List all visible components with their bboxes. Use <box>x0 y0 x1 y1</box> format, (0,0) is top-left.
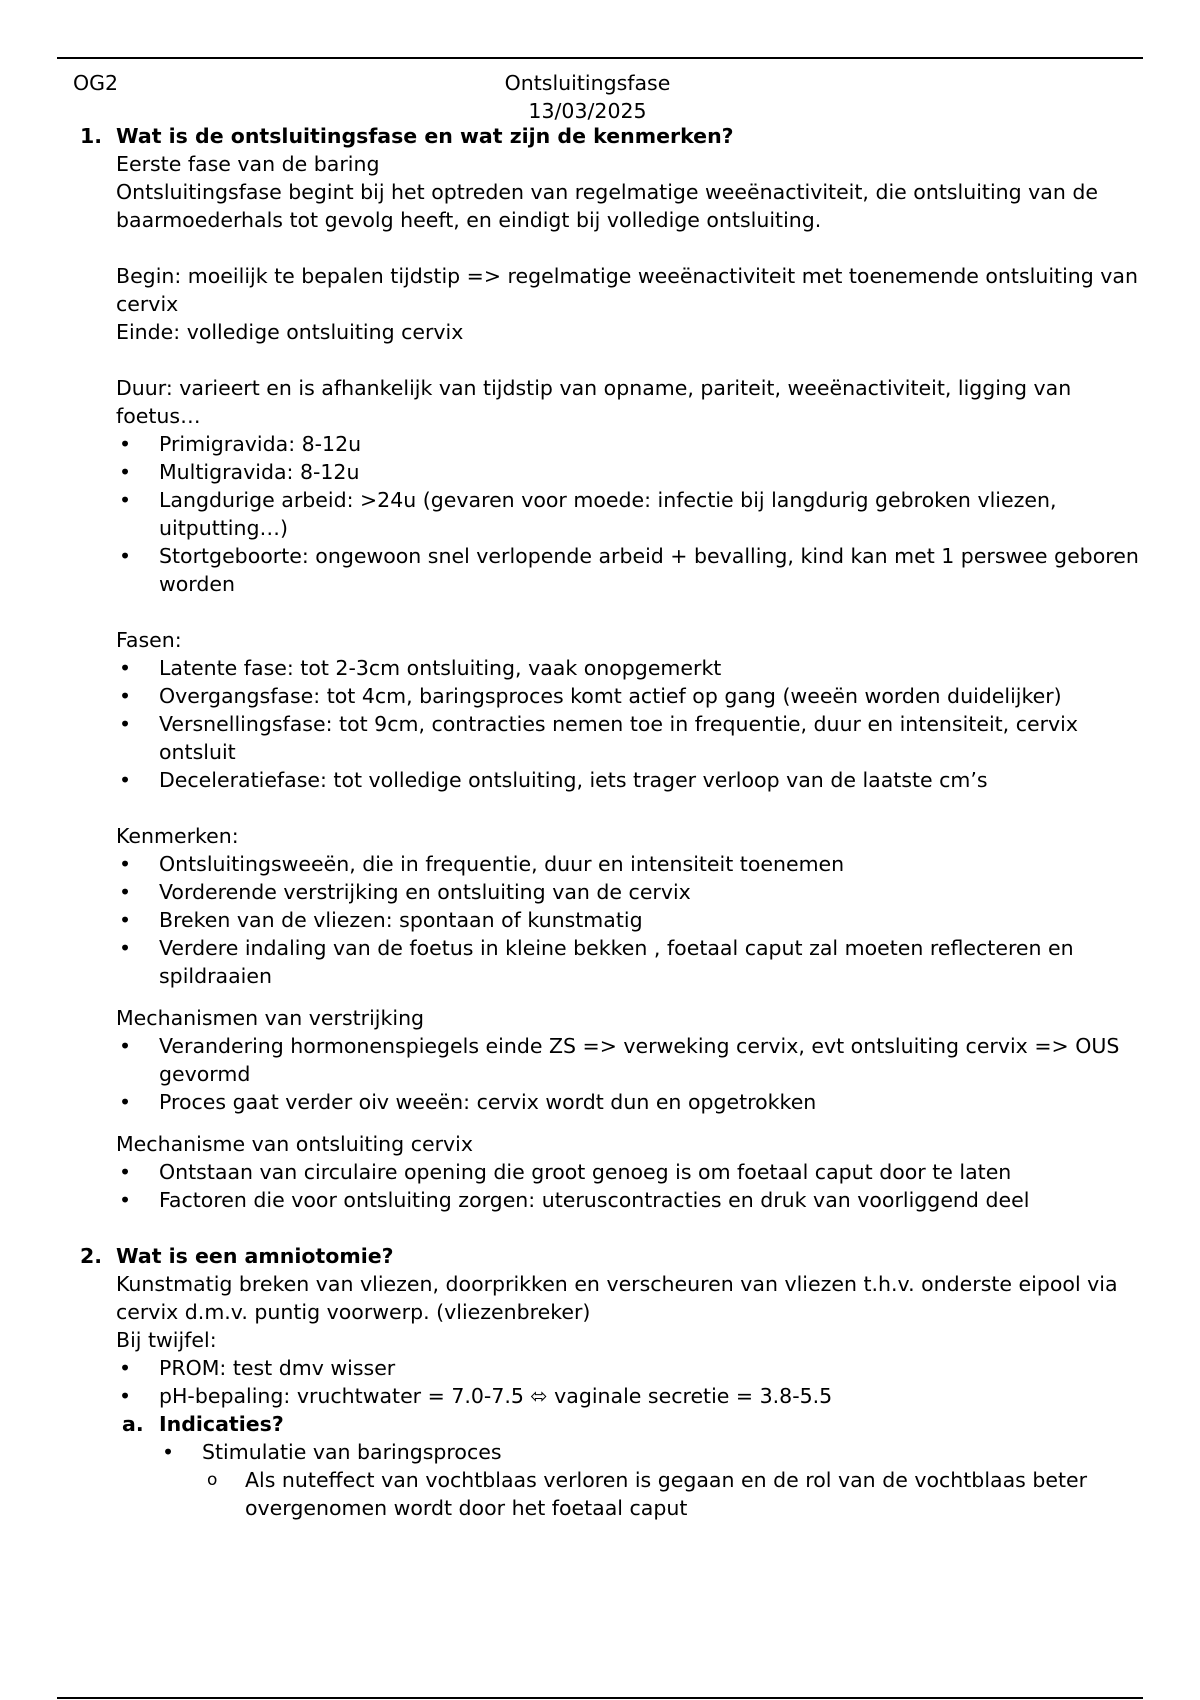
list-item: • Versnellingsfase: tot 9cm, contracties nemen toe in frequentie, duur en intensiteit, cervix ontsluit <box>116 710 1145 766</box>
paragraph: Eerste fase van de baring <box>116 152 380 176</box>
question-2 <box>80 1242 1145 1270</box>
phases-list <box>116 654 1145 794</box>
subquestion-title: Indicaties? <box>159 1412 284 1436</box>
list-item: • Deceleratiefase: tot volledige ontsluiting, iets trager verloop van de laatste cm’s <box>116 766 1145 794</box>
section-label: Mechanisme van ontsluiting cervix <box>116 1132 473 1156</box>
characteristics-list <box>116 850 1145 990</box>
question-text: Wat is een amniotomie? <box>116 1244 394 1268</box>
list-item: • Stortgeboorte: ongewoon snel verlopende arbeid + bevalling, kind kan met 1 perswee geboren worden <box>116 542 1145 598</box>
answer-1 <box>116 150 1145 1214</box>
list-item: • Breken van de vliezen: spontaan of kunstmatig <box>116 906 1145 934</box>
list-item: • Multigravida: 8-12u <box>116 458 1145 486</box>
course-code: OG2 <box>73 71 119 95</box>
doubt-list <box>116 1354 1145 1410</box>
paragraph: Duur: varieert en is afhankelijk van tijdstip van opname, pariteit, weeënactiviteit, ligging van foetus… <box>116 376 1072 428</box>
paragraph: Einde: volledige ontsluiting cervix <box>116 320 464 344</box>
effacement-list <box>116 1032 1145 1116</box>
document-header <box>0 69 1175 125</box>
list-item: • Vorderende verstrijking en ontsluiting van de cervix <box>116 878 1145 906</box>
question-number: 2. <box>80 1244 103 1268</box>
paragraph: Ontsluitingsfase begint bij het optreden van regelmatige weeënactiviteit, die ontsluiting van de baarmoederhals tot gevolg heeft, en eindigt bij volledige ontsluiting. <box>116 180 1098 232</box>
list-item: • Verandering hormonenspiegels einde ZS => verweking cervix, evt ontsluiting cervix => OUS gevormd <box>116 1032 1145 1088</box>
list-item: • Primigravida: 8-12u <box>116 430 1145 458</box>
paragraph: Kunstmatig breken van vliezen, doorprikken en verscheuren van vliezen t.h.v. onderste eipool via cervix d.m.v. puntig voorwerp. (vliezenbreker) <box>116 1272 1118 1324</box>
list-item: • Factoren die voor ontsluiting zorgen: uteruscontracties en druk van voorliggend deel <box>116 1186 1145 1214</box>
list-item: • Ontsluitingsweeën, die in frequentie, duur en intensiteit toenemen <box>116 850 1145 878</box>
list-item: • Stimulatie van baringsproces <box>159 1438 1145 1466</box>
question-text: Wat is de ontsluitingsfase en wat zijn de kenmerken? <box>116 124 734 148</box>
list-item: • pH-bepaling: vruchtwater = 7.0-7.5 ⬄ vaginale secretie = 3.8-5.5 <box>116 1382 1145 1410</box>
header-rule <box>57 57 1143 59</box>
document-title: Ontsluitingsfase <box>504 71 671 95</box>
answer-2 <box>116 1270 1145 1410</box>
list-item: • Proces gaat verder oiv weeën: cervix wordt dun en opgetrokken <box>116 1088 1145 1116</box>
document-date: 13/03/2025 <box>528 99 647 123</box>
list-item: • Langdurige arbeid: >24u (gevaren voor moede: infectie bij langdurig gebroken vliezen, uitputting…) <box>116 486 1145 542</box>
subquestion-a <box>122 1410 1145 1438</box>
subquestion-letter: a. <box>122 1412 144 1436</box>
list-item: • Ontstaan van circulaire opening die groot genoeg is om foetaal caput door te laten <box>116 1158 1145 1186</box>
paragraph: Begin: moeilijk te bepalen tijdstip => regelmatige weeënactiviteit met toenemende ontsluiting van cervix <box>116 264 1138 316</box>
section-label: Kenmerken: <box>116 824 239 848</box>
question-1 <box>80 122 1145 150</box>
indications-sublist <box>80 1466 1145 1522</box>
list-item: o Als nuteffect van vochtblaas verloren is gegaan en de rol van de vochtblaas beter overgenomen wordt door het foetaal caput <box>202 1466 1145 1522</box>
footer-rule <box>57 1697 1143 1699</box>
indications-list <box>80 1438 1145 1466</box>
section-label: Bij twijfel: <box>116 1328 217 1352</box>
duration-list <box>116 430 1145 598</box>
section-label: Mechanismen van verstrijking <box>116 1006 425 1030</box>
list-item: • Verdere indaling van de foetus in kleine bekken , foetaal caput zal moeten reflecteren en spildraaien <box>116 934 1145 990</box>
section-label: Fasen: <box>116 628 182 652</box>
dilation-list <box>116 1158 1145 1214</box>
document-body <box>80 122 1145 1522</box>
question-number: 1. <box>80 124 103 148</box>
list-item: • PROM: test dmv wisser <box>116 1354 1145 1382</box>
list-item: • Latente fase: tot 2-3cm ontsluiting, vaak onopgemerkt <box>116 654 1145 682</box>
list-item: • Overgangsfase: tot 4cm, baringsproces komt actief op gang (weeën worden duidelijker) <box>116 682 1145 710</box>
